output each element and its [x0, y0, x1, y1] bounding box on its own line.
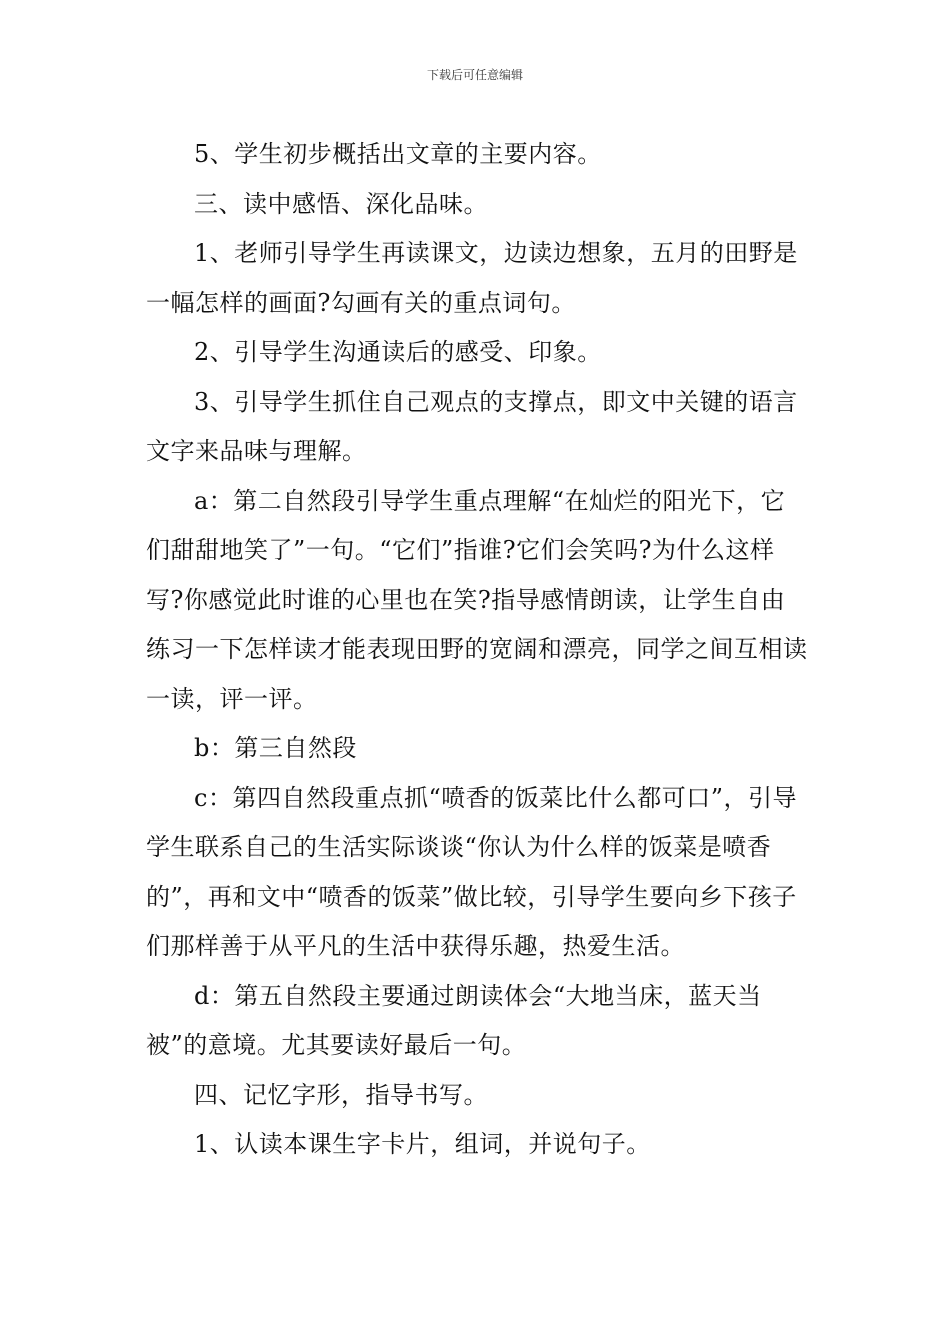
paragraph: 2、引导学生沟通读后的感受、印象。: [194, 338, 602, 366]
page-header: 下载后可任意编辑: [426, 68, 523, 82]
paragraph: d：第五自然段主要通过朗读体会“大地当床，蓝天当被”的意境。尤其要读好最后一句。: [146, 981, 762, 1059]
section-heading: 三、读中感悟、深化品味。: [194, 189, 488, 218]
paragraph: 3、引导学生抓住自己观点的支撑点，即文中关键的语言文字来品味与理解。: [146, 387, 798, 465]
paragraph: c：第四自然段重点抓“喷香的饭菜比什么都可口”，引导学生联系自己的生活实际谈谈“你认为什么样的饭菜是喷香的”，再和文中“喷香的饭菜”做比较，引导学生要向乡下孩子们那样善于从平凡的生活中获得乐趣，热爱生活。: [146, 783, 797, 960]
paragraph: 1、老师引导学生再读课文，边读边想象，五月的田野是一幅怎样的画面?勾画有关的重点词句。: [146, 239, 798, 317]
paragraph: 5、学生初步概括出文章的主要内容。: [194, 140, 602, 168]
section-heading: 四、记忆字形，指导书写。: [194, 1080, 488, 1109]
paragraph: 1、认读本课生字卡片，组词，并说句子。: [194, 1130, 651, 1158]
document-body: [146, 130, 808, 1170]
paragraph: a：第二自然段引导学生重点理解“在灿烂的阳光下，它们甜甜地笑了”一句。“它们”指谁?它们会笑吗?为什么这样写?你感觉此时谁的心里也在笑?指导感情朗读，让学生自由练习一下怎样读才能表现田野的宽阔和漂亮，同学之间互相读一读，评一评。: [146, 486, 808, 713]
paragraph: b：第三自然段: [194, 734, 357, 762]
